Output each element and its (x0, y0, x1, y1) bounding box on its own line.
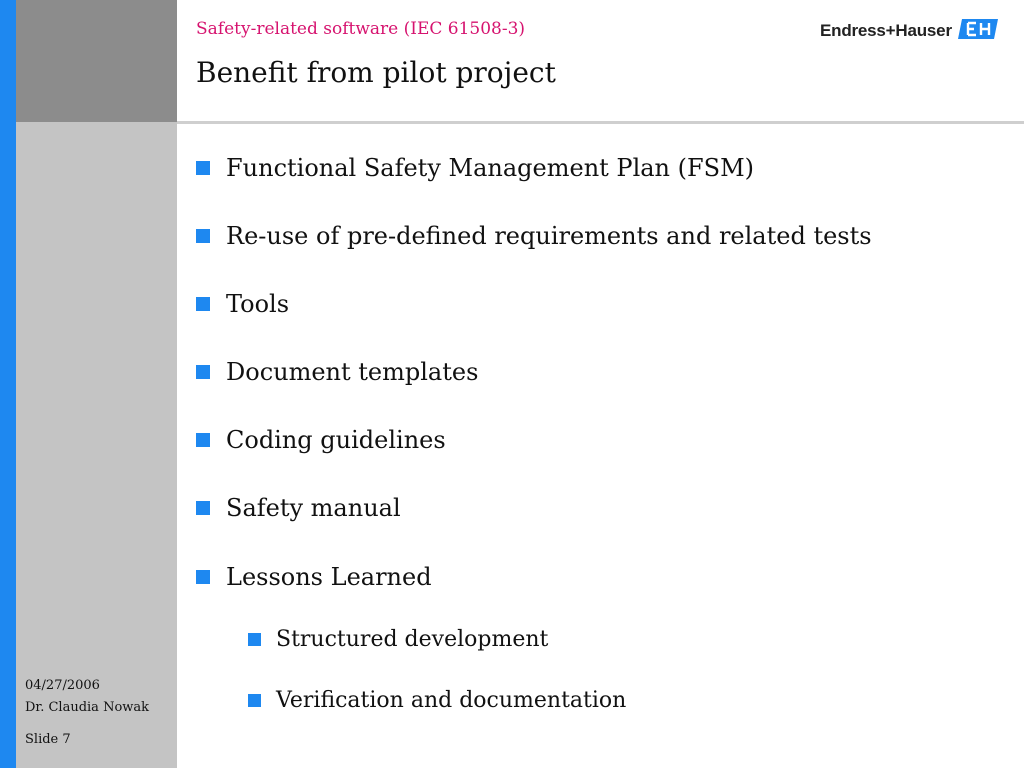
bullet-square-icon (196, 161, 210, 175)
footer-date: 04/27/2006 (25, 678, 100, 693)
bullet-text: Safety manual (226, 494, 401, 522)
bullet-square-icon (196, 501, 210, 515)
logo-emblem-icon (958, 19, 998, 43)
sidebar-header-block (16, 0, 177, 122)
slide-subtitle: Safety-related software (IEC 61508-3) (196, 19, 526, 39)
bullet-square-icon (248, 633, 261, 646)
company-logo (820, 19, 998, 43)
bullet-text: Document templates (226, 358, 479, 386)
sub-bullet-item (248, 627, 548, 652)
bullet-text: Tools (226, 290, 290, 318)
bullet-text: Lessons Learned (226, 563, 432, 591)
bullet-item (196, 494, 401, 522)
header-divider (177, 121, 1024, 124)
bullet-item (196, 222, 872, 250)
bullet-square-icon (196, 229, 210, 243)
sub-bullet-text: Structured development (276, 627, 549, 652)
bullet-square-icon (196, 365, 210, 379)
logo-wordmark: Endress+Hauser (820, 21, 952, 40)
bullet-square-icon (196, 570, 210, 584)
footer-slide-number: Slide 7 (25, 732, 71, 747)
bullet-text: Re-use of pre-defined requirements and related tests (226, 222, 872, 250)
bullet-text: Coding guidelines (226, 426, 446, 454)
bullet-item (196, 154, 754, 182)
slide-title: Benefit from pilot project (196, 56, 556, 89)
left-accent-stripe (0, 0, 16, 768)
sub-bullet-item (248, 688, 626, 713)
sub-bullet-text: Verification and documentation (276, 688, 627, 713)
bullet-square-icon (196, 297, 210, 311)
bullet-text: Functional Safety Management Plan (FSM) (226, 154, 755, 182)
sidebar-body-block (16, 122, 177, 768)
bullet-item (196, 358, 478, 386)
footer-author: Dr. Claudia Nowak (25, 700, 150, 715)
bullet-square-icon (196, 433, 210, 447)
bullet-item (196, 563, 432, 591)
bullet-square-icon (248, 694, 261, 707)
bullet-item (196, 290, 289, 318)
bullet-item (196, 426, 446, 454)
